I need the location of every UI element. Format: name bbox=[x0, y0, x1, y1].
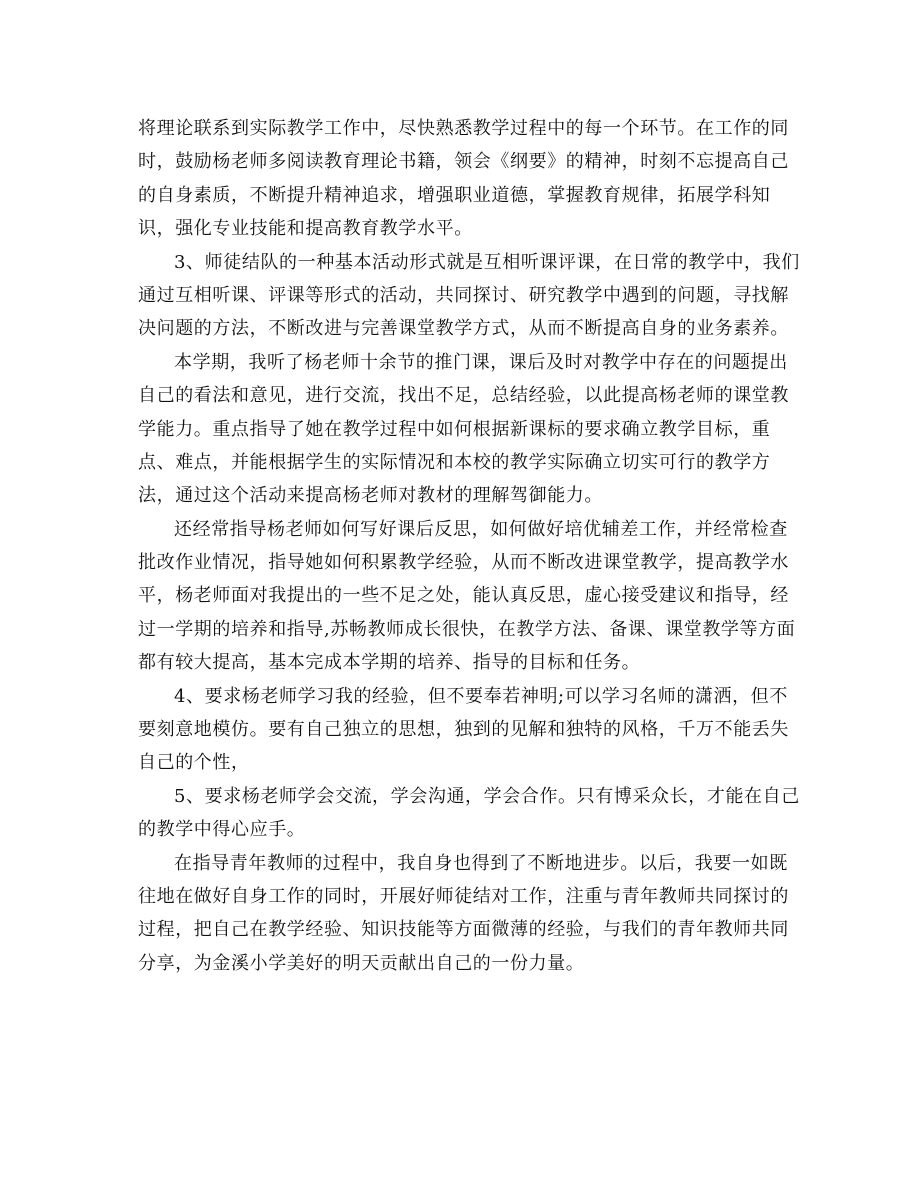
text-line: 本学期，我听了杨老师十余节的推门课，课后及时对教学中存在的问题提出 bbox=[174, 351, 788, 373]
text-line: 还经常指导杨老师如何写好课后反思，如何做好培优辅差工作，并经常检查 bbox=[174, 518, 788, 540]
text-line: 过程，把自己在教学经验、知识技能等方面微薄的经验，与我们的青年教师共同 bbox=[138, 919, 789, 941]
text-line: 的自身素质，不断提升精神追求，增强职业道德，掌握教育规律，拓展学科知 bbox=[138, 184, 771, 206]
text-line: 的教学中得心应手。 bbox=[138, 819, 306, 841]
paragraph-7 bbox=[138, 847, 788, 981]
text-line: 在指导青年教师的过程中，我自身也得到了不断地进步。以后，我要一如既 bbox=[174, 852, 788, 874]
paragraph-5 bbox=[138, 680, 788, 780]
text-line: 批改作业情况，指导她如何积累教学经验，从而不断改进课堂教学，提高教学水 bbox=[138, 552, 789, 574]
paragraph-3 bbox=[138, 346, 788, 513]
document-body bbox=[138, 112, 800, 980]
text-line: 自己的看法和意见，进行交流，找出不足，总结经验，以此提高杨老师的课堂教 bbox=[138, 385, 789, 407]
text-line: 自己的个性， bbox=[138, 752, 250, 774]
text-line: 决问题的方法，不断改进与完善课堂教学方式，从而不断提高自身的业务素养。 bbox=[138, 318, 789, 340]
text-line: 点、难点，并能根据学生的实际情况和本校的教学实际确立切实可行的教学方 bbox=[138, 451, 771, 473]
paragraph-1 bbox=[138, 112, 788, 246]
text-line: 将理论联系到实际教学工作中，尽快熟悉教学过程中的每一个环节。在工作的同 bbox=[138, 118, 789, 139]
text-line: 时，鼓励杨老师多阅读教育理论书籍，领会《纲要》的精神，时刻不忘提高自己 bbox=[138, 151, 789, 173]
text-line: 4、要求杨老师学习我的经验，但不要奉若神明;可以学习名师的潇洒，但不 bbox=[174, 685, 788, 707]
paragraph-6 bbox=[138, 780, 800, 847]
text-line: 学能力。重点指导了她在教学过程中如何根据新课标的要求确立教学目标，重 bbox=[138, 418, 771, 440]
text-line: 往地在做好自身工作的同时，开展好师徒结对工作，注重与青年教师共同探讨的 bbox=[138, 885, 789, 907]
text-line: 识，强化专业技能和提高教育教学水平。 bbox=[138, 218, 473, 240]
text-line: 都有较大提高，基本完成本学期的培养、指导的目标和任务。 bbox=[138, 652, 641, 674]
paragraph-2 bbox=[138, 246, 800, 346]
text-line: 5、要求杨老师学会交流，学会沟通，学会合作。只有博采众长，才能在自己 bbox=[174, 785, 800, 807]
text-line: 要刻意地模仿。要有自己独立的思想，独到的见解和独特的风格，千万不能丢失 bbox=[138, 719, 789, 741]
paragraph-4 bbox=[138, 513, 796, 680]
text-line: 法，通过这个活动来提高杨老师对教材的理解驾御能力。 bbox=[138, 485, 603, 507]
text-line: 3、师徒结队的一种基本活动形式就是互相听课评课，在日常的教学中，我们 bbox=[174, 251, 800, 273]
text-line: 分享，为金溪小学美好的明天贡献出自己的一份力量。 bbox=[138, 952, 585, 974]
text-line: 过一学期的培养和指导,苏畅教师成长很快，在教学方法、备课、课堂教学等方面 bbox=[138, 618, 796, 640]
text-line: 通过互相听课、评课等形式的活动，共同探讨、研究教学中遇到的问题，寻找解 bbox=[138, 284, 789, 306]
text-line: 平，杨老师面对我提出的一些不足之处，能认真反思，虚心接受建议和指导，经 bbox=[138, 585, 789, 607]
